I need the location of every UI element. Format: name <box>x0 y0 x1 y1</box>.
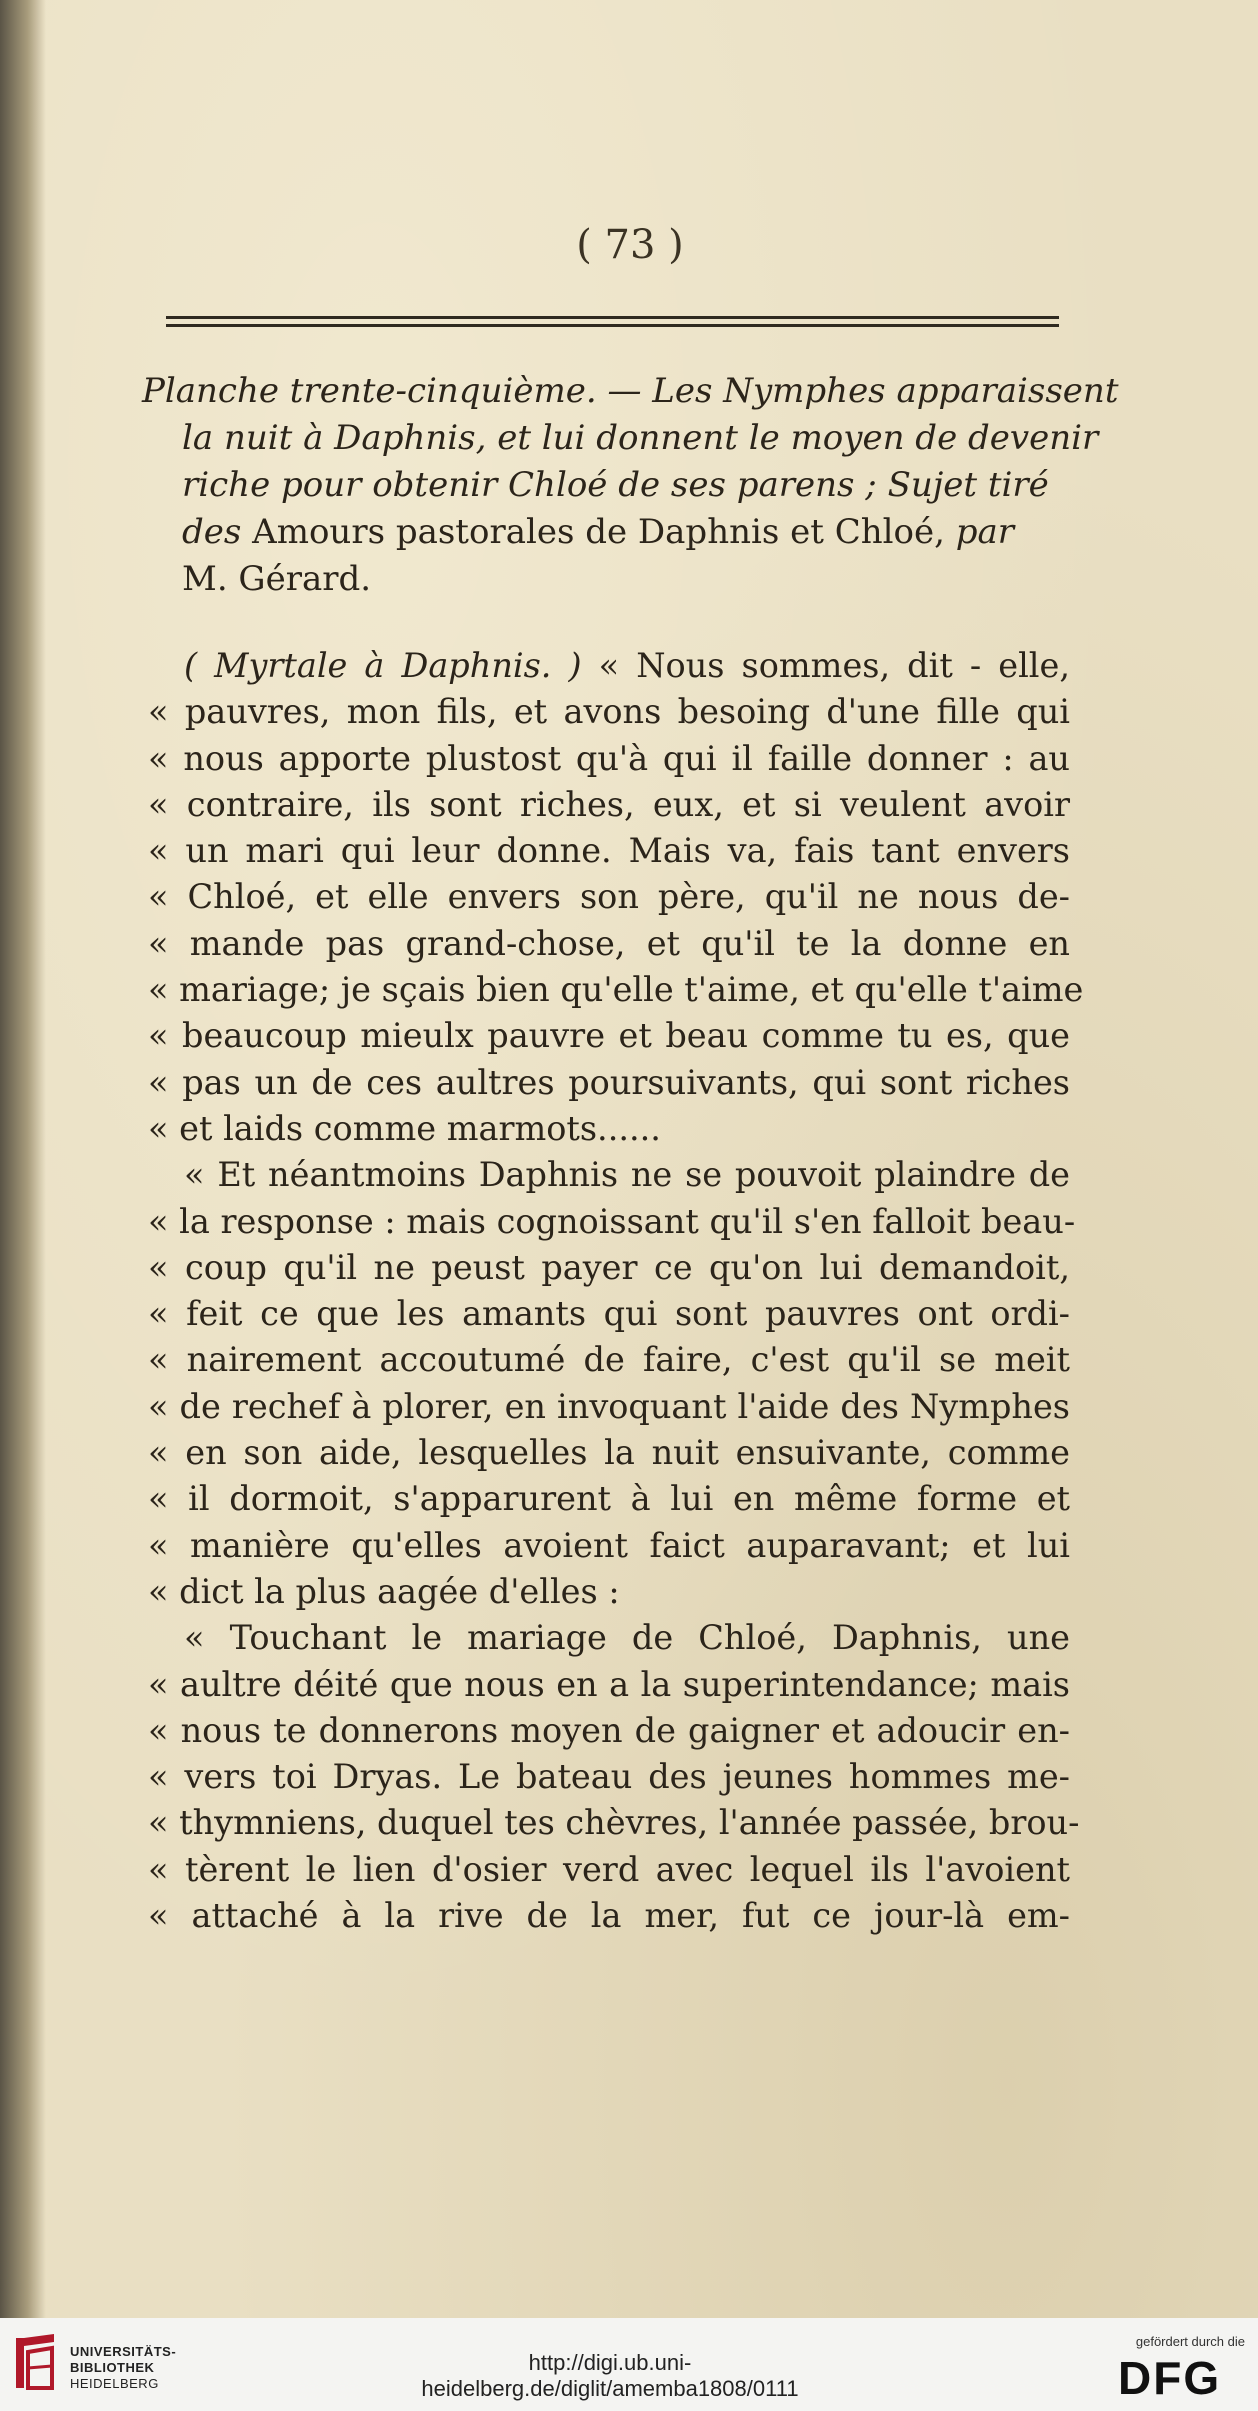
text-line: « nous apporte plustost qu'à qui il faille donner : au <box>148 738 1070 778</box>
header-double-rule <box>166 316 1059 330</box>
dfg-logo-text: DFG <box>1118 2354 1222 2398</box>
dfg-logo-icon <box>1116 2354 1248 2398</box>
text-line: « contraire, ils sont riches, eux, et si veulent avoir <box>148 784 1070 824</box>
text-line: « et laids comme marmots...... <box>148 1108 661 1148</box>
text-line: « tèrent le lien d'osier verd avec lequel ils l'avoient <box>148 1849 1070 1889</box>
speaker-label: ( Myrtale à Daphnis. ) <box>184 646 582 685</box>
text-line: « un mari qui leur donne. Mais va, fais tant envers <box>148 831 1070 871</box>
caption-line: la nuit à Daphnis, et lui donnent le moyen de devenir <box>182 418 1099 458</box>
text-line: « feit ce que les amants qui sont pauvres ont ordi- <box>148 1294 1070 1334</box>
caption-line: Planche trente-cinquième. — Les Nymphes apparaissent <box>142 371 1119 411</box>
sponsor-text: gefördert durch die <box>1135 2334 1245 2349</box>
text-line: « pas un de ces aultres poursuivants, qui sont riches <box>148 1062 1070 1102</box>
page-number: ( 73 ) <box>576 222 684 268</box>
text-line: « Et néantmoins Daphnis ne se pouvoit plaindre de <box>184 1155 1070 1195</box>
text-line: « Touchant le mariage de Chloé, Daphnis, une <box>184 1618 1070 1658</box>
text-line: « coup qu'il ne peust payer ce qu'on lui demandoit, <box>148 1247 1070 1287</box>
viewer-footer <box>0 2318 1258 2411</box>
body-text <box>148 643 1084 1939</box>
text-line: « thymniens, duquel tes chèvres, l'année passée, brou- <box>148 1803 1080 1843</box>
text-line: « mariage; je sçais bien qu'elle t'aime, et qu'elle t'aime <box>148 970 1084 1010</box>
caption-fragment: Amours pastorales de Daphnis et Chloé, <box>241 512 956 552</box>
library-name <box>70 2344 176 2392</box>
text-line: « aultre déité que nous en a la superintendance; mais <box>148 1664 1070 1704</box>
text-line: « nous te donnerons moyen de gaigner et adoucir en- <box>148 1710 1070 1750</box>
text-line: « Chloé, et elle envers son père, qu'il ne nous de- <box>148 877 1070 917</box>
text-line: « pauvres, mon fils, et avons besoing d'une fille qui <box>148 692 1070 732</box>
text-line: « de rechef à plorer, en invoquant l'aide des Nymphes <box>148 1386 1070 1426</box>
permalink-url[interactable]: http://digi.ub.uni-heidelberg.de/diglit/amemba1808/0111 <box>421 2350 799 2401</box>
text-line <box>148 643 1070 689</box>
text-line: « il dormoit, s'apparurent à lui en même forme et <box>148 1479 1070 1519</box>
text-line: « beaucoup mieulx pauvre et beau comme tu es, que <box>148 1016 1070 1056</box>
library-name-line: BIBLIOTHEK <box>70 2360 155 2375</box>
text-line: « la response : mais cognoissant qu'il s'en falloit beau- <box>148 1201 1076 1241</box>
text-fragment: « Nous sommes, dit - elle, <box>581 646 1070 685</box>
caption-line <box>142 509 1068 556</box>
library-name-line: HEIDELBERG <box>70 2376 159 2391</box>
text-line: « en son aide, lesquelles la nuit ensuivante, comme <box>148 1433 1070 1473</box>
text-line: « dict la plus aagée d'elles : <box>148 1571 620 1611</box>
text-line: « mande pas grand-chose, et qu'il te la donne en <box>148 923 1070 963</box>
text-line: « vers toi Dryas. Le bateau des jeunes hommes me- <box>148 1757 1070 1797</box>
text-line: « attaché à la rive de la mer, fut ce jour-là em- <box>148 1896 1070 1936</box>
caption-fragment: par <box>955 512 1015 552</box>
page-gutter-shadow <box>0 0 46 2318</box>
text-line: « manière qu'elles avoient faict auparavant; et lui <box>148 1525 1070 1565</box>
text-line: « nairement accoutumé de faire, c'est qu'il se meit <box>148 1340 1070 1380</box>
library-name-line: UNIVERSITÄTS- <box>70 2344 177 2359</box>
caption-line: riche pour obtenir Chloé de ses parens ; Sujet tiré <box>182 465 1049 505</box>
plate-caption <box>142 368 1119 603</box>
caption-line: M. Gérard. <box>182 559 372 599</box>
caption-fragment: des <box>182 512 242 552</box>
library-logo-icon <box>14 2332 58 2394</box>
